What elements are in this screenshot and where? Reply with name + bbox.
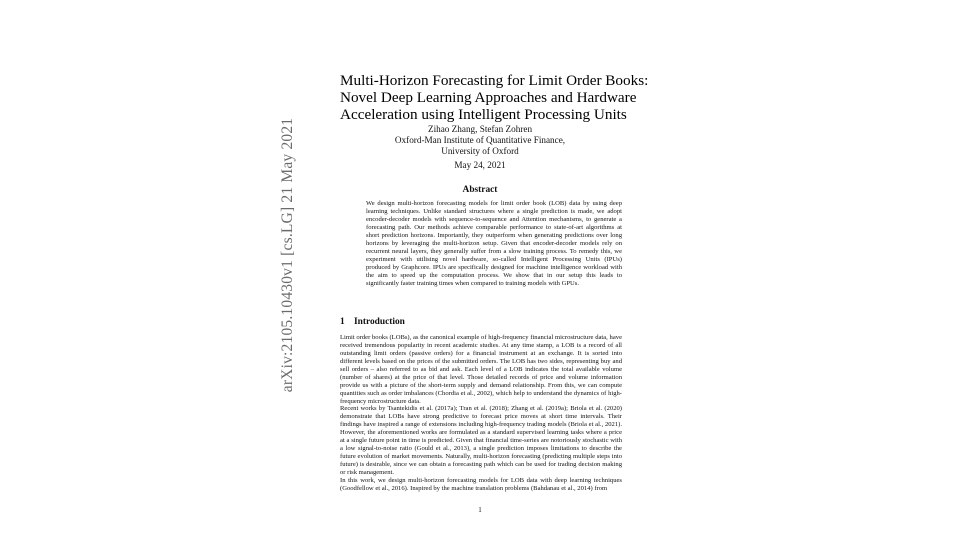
page-number: 1 <box>478 506 482 514</box>
paper-title <box>340 72 649 123</box>
abstract-text: We design multi-horizon forecasting models for limit order book (LOB) data by using deep learning techniques. Unlike standard structures where a single prediction is made, we adopt encoder-decoder models with sequence-to-sequence and Attention mechanisms, to generate a forecasting path. Our methods achieve comparable performance to state-of-art algorithms at short prediction horizons. Importantly, they outperform when generating predictions over long horizons by leveraging the multi-horizon setup. Given that encoder-decoder models rely on recurrent neural layers, they generally suffer from a slow training process. To remedy this, we experiment with utilising novel hardware, so-called Intelligent Processing Units (IPUs) produced by Graphcore. IPUs are specifically designed for machine intelligence workload with the aim to speed up the computation process. We show that in our setup this leads to significantly faster training times when compared to training models with GPUs. <box>366 200 622 287</box>
author-block <box>340 124 620 157</box>
section-number: 1 <box>340 317 345 327</box>
abstract-heading: Abstract <box>462 185 498 195</box>
body-paragraph: Limit order books (LOBs), as the canonical example of high-frequency financial microstructure data, have received tremendous popularity in recent academic studies. At any time stamp, a LOB is a record of all outstanding limit orders (passive orders) for a financial instrument at an exchange. It is sorted into different levels based on the prices of the submitted orders. The LOB has two sides, representing buy and sell orders – also referred to as bid and ask. Each level of a LOB indicates the total available volume (number of shares) at the price of that level. Those detailed records of price and volume information provide us with a picture of the short-term supply and demand relationship. From this, we can compute quantities such as order imbalances (Chordia et al., 2002), which help to understand the dynamics of high-frequency microstructure data. <box>340 334 622 405</box>
arxiv-identifier-stamp: arXiv:2105.10430v1 [cs.LG] 21 May 2021 <box>279 117 296 393</box>
section-heading <box>340 317 405 327</box>
title-line: Novel Deep Learning Approaches and Hardware <box>340 89 637 106</box>
title-line: Acceleration using Intelligent Processing Units <box>340 106 627 123</box>
title-line: Multi-Horizon Forecasting for Limit Order Books: <box>340 72 649 89</box>
affiliation-line: University of Oxford <box>441 146 519 156</box>
affiliation-line: Oxford-Man Institute of Quantitative Finance, <box>394 135 566 145</box>
body-paragraph: In this work, we design multi-horizon forecasting models for LOB data with deep learning techniques (Goodfellow et al., 2016). Inspired by the machine translation problems (Bahdanau et al., 2014) from <box>340 477 622 492</box>
body-paragraph: Recent works by Tsantekidis et al. (2017a); Tran et al. (2018); Zhang et al. (2019a); Briola et al. (2020) demonstrate that LOBs have strong predictive to forecast price moves at short time intervals. Their findings have inspired a range of extensions including high-frequency trading models (Briola et al., 2021). However, the aforementioned works are formulated as a standard supervised learning tasks where a price at a single future point in time is predicted. Given that financial time-series are notoriously stochastic with a low signal-to-noise ratio (Gould et al., 2013), a single prediction imposes limitations to describe the future evolution of market movements. Naturally, multi-horizon forecasting (predicting multiple steps into future) is desirable, since we can obtain a forecasting path which can be used for trading decision making or risk management. <box>340 405 622 476</box>
publication-date: May 24, 2021 <box>454 160 506 170</box>
section-title: Introduction <box>354 317 405 327</box>
author-names: Zihao Zhang, Stefan Zohren <box>427 124 533 134</box>
